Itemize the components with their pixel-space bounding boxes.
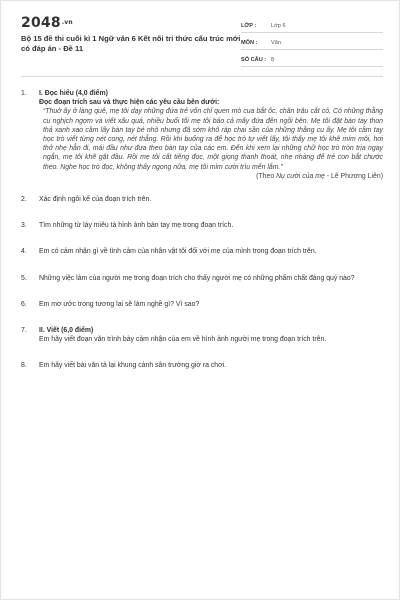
section-heading-writing: II. Viết (6,0 điểm): [39, 327, 94, 335]
question-text: Tìm những từ láy miêu tả hình ảnh bàn tay mẹ trong đoạn trích.: [39, 222, 234, 230]
passage-source: (Theo Nụ cười của mẹ - Lê Phương Liên): [256, 172, 383, 180]
question-number: 7.: [21, 327, 27, 335]
question-text: Em có cảm nhận gì về tình cảm của nhân vật tôi đối với mẹ của mình trong đoạn trích trên.: [39, 248, 317, 256]
question-4: [21, 247, 383, 256]
question-5: [21, 274, 383, 283]
meta-class-value: Lớp 6: [271, 22, 286, 29]
question-instruction: Đọc đoạn trích sau và thực hiện các yêu cầu bên dưới:: [39, 99, 220, 107]
meta-class-label: LỚP :: [241, 22, 257, 29]
site-logo[interactable]: 2048.vn: [21, 15, 73, 31]
question-number: 8.: [21, 362, 27, 370]
question-number: 5.: [21, 274, 27, 282]
question-6: [21, 300, 383, 309]
document-header: [21, 1, 383, 77]
question-text: Những việc làm của người mẹ trong đoạn trích cho thấy người mẹ có những phẩm chất đáng quý nào?: [39, 274, 355, 282]
question-text: Em mơ ước trong tương lai sẽ làm nghề gì? Vì sao?: [39, 300, 200, 308]
meta-subject-label: MÔN :: [241, 39, 258, 46]
meta-question-count: [241, 53, 383, 67]
meta-count-label: SỐ CÂU :: [241, 56, 267, 63]
question-1: [21, 89, 383, 181]
meta-subject: [241, 36, 383, 50]
question-number: 3.: [21, 222, 27, 230]
question-text: Em hãy viết đoạn văn trình bày cảm nhận của em về hình ảnh người mẹ trong đoạn trích trên.: [39, 336, 327, 344]
question-text: Em hãy viết bài văn tả lại khung cảnh sân trường giờ ra chơi.: [39, 362, 227, 370]
question-3: [21, 221, 383, 230]
document-title: Bộ 15 đề thi cuối kì 1 Ngữ văn 6 Kết nối tri thức cấu trúc mới có đáp án - Đề 11: [21, 34, 241, 53]
question-2: [21, 195, 383, 204]
question-8: [21, 361, 383, 370]
question-7: [21, 326, 383, 344]
meta-count-value: 8: [271, 56, 275, 63]
meta-class: [241, 19, 383, 33]
question-number: 2.: [21, 196, 27, 204]
logo-suffix: .vn: [61, 19, 73, 26]
meta-subject-value: Văn: [271, 39, 281, 46]
source-author: - Lê Phương Liên): [324, 172, 383, 180]
question-text: Xác định ngôi kể của đoạn trích trên.: [39, 196, 152, 204]
source-title: Nụ cười của mẹ: [276, 172, 325, 180]
document-meta: [241, 19, 383, 70]
question-number: 1.: [21, 90, 27, 97]
question-number: 4.: [21, 248, 27, 256]
section-heading-reading: I. Đọc hiểu (4,0 điểm): [39, 90, 108, 97]
reading-passage: “Thuở ấy ở làng quê, mẹ tôi dạy những đứa trẻ vốn chỉ quen mò cua bắt ốc, chăn trâu cắt cỏ. Có những thằng cu nghịch ngợm và viết xấu quá, nhiều buổi tối mẹ tôi bảo cả mấy đứa đến ngồi bên. Mẹ tôi đặt bàn tay thon thả xanh xao cầm lấy bàn tay bé nhỏ nhưng đã sớm khô ráp chai sần của những thằng cu ấy. Mẹ tôi cầm tay học trò viết từng nét cong, nét thẳng. Rồi khi buổng ra để học trò tự viết lấy, tôi thấy mẹ tôi khẽ mím môi, hơi thở nhẹ hẳn đi, mái đầu như đưa theo bàn tay của các em. Đến khi xem lại những chữ học trò tròn trịa ngay ngắn, mẹ tôi khẽ gật đầu. Rồi mẹ tôi cất tiếng đọc, một giọng thanh thoát, nhẹ nhàng để trẻ con bắt chước theo. Nghe học trò đọc, không thấy ngọng nữa, mẹ tôi mỉm cười trìu mến lắm.”: [43, 108, 383, 171]
question-list: [21, 89, 383, 371]
question-number: 6.: [21, 300, 27, 308]
